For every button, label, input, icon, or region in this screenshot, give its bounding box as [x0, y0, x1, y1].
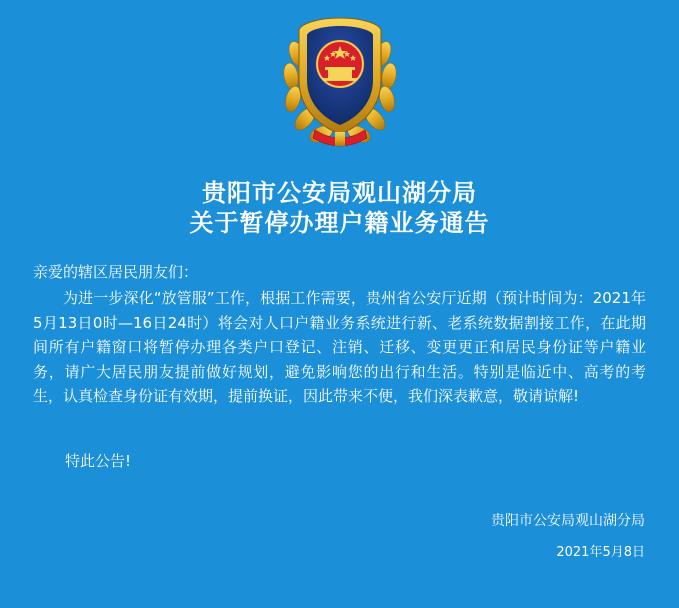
salutation: 亲爱的辖区居民朋友们：: [33, 263, 199, 281]
page-title-line2: 关于暂停办理户籍业务通告: [189, 209, 490, 237]
notice-body: 为进一步深化“放管服”工作，根据工作需要，贵州省公安厅近期（预计时间为：2021年5月13日0时—16日24时）将会对人口户籍业务系统进行新、老系统数据割接工作，在此期间所有户籍窗口将暂停办理各类户口登记、注销、迁移、变更更正和居民身份证等户籍业务，请广大居民朋友提前做好规划，避免影响您的出行和生活。特别是临近中、高考的考生，认真检查身份证有效期，提前换证，因此带来不便，我们深表歉意，敬请谅解!: [33, 289, 646, 406]
issuer-signature: 贵阳市公安局观山湖分局: [491, 513, 645, 529]
closing-remark: 特此公告!: [65, 452, 132, 470]
page-title-line1: 贵阳市公安局观山湖分局: [202, 179, 477, 207]
police-emblem-icon: [275, 4, 405, 160]
issue-date: 2021年5月8日: [556, 545, 645, 560]
